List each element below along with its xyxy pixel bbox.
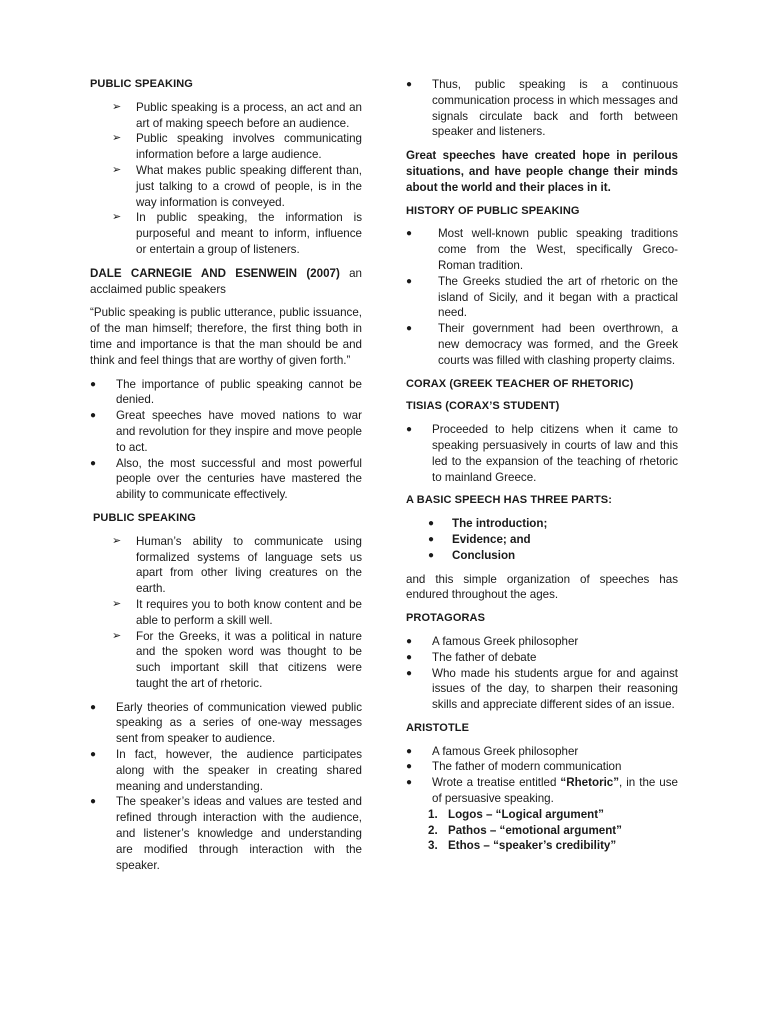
organization-paragraph: and this simple organization of speeches has endured throughout the ages.	[406, 572, 678, 602]
list-item: ● The father of modern communication	[406, 760, 622, 774]
arrow-bullet-icon: ➢	[112, 597, 122, 610]
bullet-icon: ●	[90, 457, 97, 469]
continuous-process-list	[406, 77, 678, 140]
heading-public-speaking-2: PUBLIC SPEAKING	[93, 511, 196, 524]
list-item: ● Also, the most successful and most powerful people over the centuries have mastered the ability to communicate effectively.	[90, 456, 362, 502]
right-column	[406, 77, 678, 862]
bullet-icon: ●	[406, 635, 413, 647]
importance-list	[90, 377, 362, 503]
bullet-icon: ●	[406, 777, 413, 789]
history-list	[406, 226, 678, 368]
left-column	[90, 77, 362, 881]
arrow-bullet-icon: ➢	[112, 629, 122, 642]
bullet-icon: ●	[406, 424, 413, 436]
bullet-icon: ●	[90, 701, 97, 713]
bullet-icon: ●	[428, 533, 435, 545]
definition-list	[90, 100, 362, 258]
list-item: ● The introduction;	[428, 517, 548, 531]
list-item: ➢ Public speaking involves communicating information before a large audience.	[112, 132, 362, 162]
communication-list	[90, 534, 362, 692]
list-item: ➢ For the Greeks, it was a political in nature and the spoken word was thought to be such important skill that citizens were taught the art of rhetoric.	[112, 629, 362, 690]
protagoras-list	[406, 634, 678, 713]
list-item: ● The father of debate	[406, 650, 537, 664]
list-item: ● In fact, however, the audience participates along with the speaker in creating shared meaning and understanding.	[90, 748, 362, 793]
list-item: ● Proceeded to help citizens when it came to speaking persuasively in courts of law and this led to the expansion of the teaching of rhetoric to mainland Greece.	[406, 423, 678, 484]
bullet-icon: ●	[406, 323, 413, 335]
heading-aristotle: ARISTOTLE	[406, 721, 470, 734]
list-item: ➢ In public speaking, the information is purposeful and meant to inform, influence or entertain a group of listeners.	[112, 211, 362, 256]
list-item: ● Thus, public speaking is a continuous communication process in which messages and signals circulate back and forth between speaker and listeners.	[406, 78, 678, 139]
bullet-icon: ●	[406, 79, 413, 90]
list-item: ● The Greeks studied the art of rhetoric on the island of Sicily, and it began with a practical need.	[406, 274, 678, 320]
aristotle-list	[406, 744, 678, 807]
list-item: ➢ Public speaking is a process, an act and an art of making speech before an audience.	[112, 100, 362, 130]
bullet-icon: ●	[406, 651, 413, 663]
bullet-icon: ●	[406, 275, 413, 287]
list-item: ● A famous Greek philosopher	[406, 634, 579, 648]
list-item: ➢ Human’s ability to communicate using formalized systems of language sets us apart from other living creatures on the earth.	[112, 534, 362, 596]
arrow-bullet-icon: ➢	[112, 163, 122, 176]
list-item: ● A famous Greek philosopher	[406, 744, 579, 758]
heading-public-speaking: PUBLIC SPEAKING	[90, 78, 193, 90]
bullet-icon: ●	[428, 518, 435, 530]
bullet-icon: ●	[406, 745, 413, 757]
list-item: ● Their government had been overthrown, a new democracy was formed, and the Greek courts was filled with clashing property claims.	[406, 322, 678, 367]
list-item: ● Most well-known public speaking traditions come from the West, specifically Greco-Roman tradition.	[406, 227, 678, 272]
bullet-icon: ●	[90, 749, 97, 761]
theory-list	[90, 700, 362, 874]
list-item: 2. Pathos – “emotional argument”	[428, 823, 622, 837]
speech-parts-list	[406, 516, 678, 563]
heading-history: HISTORY OF PUBLIC SPEAKING	[406, 204, 580, 217]
bullet-icon: ●	[428, 549, 435, 561]
list-item: ➢ It requires you to both know content and be able to perform a skill well.	[112, 597, 362, 627]
list-item: ● Evidence; and	[428, 532, 531, 546]
bullet-icon: ●	[406, 761, 413, 773]
rhetoric-appeals-list	[406, 807, 678, 854]
carnegie-attribution: DALE CARNEGIE AND ESENWEIN (2007) an acclaimed public speakers	[90, 266, 362, 296]
tisias-list	[406, 422, 678, 485]
list-item: ● Great speeches have moved nations to war and revolution for they inspire and move people to act.	[90, 409, 362, 454]
bullet-icon: ●	[90, 796, 97, 808]
heading-protagoras: PROTAGORAS	[406, 612, 486, 625]
heading-speech-parts: A BASIC SPEECH HAS THREE PARTS:	[406, 494, 613, 507]
bullet-icon: ●	[406, 228, 413, 240]
arrow-bullet-icon: ➢	[112, 100, 122, 113]
carnegie-quote: “Public speaking is public utterance, public issuance, of the man himself; therefore, the first thing both in time and importance is that the man should be and think and feel things that are worthy of given forth.”	[90, 306, 362, 367]
list-item: 1. Logos – “Logical argument”	[428, 807, 604, 821]
list-item: ● Wrote a treatise entitled “Rhetoric”, in the use of persuasive speaking.	[406, 776, 678, 806]
list-item: ➢ What makes public speaking different than, just talking to a crowd of people, is in the way information is conveyed.	[112, 163, 362, 209]
list-item: ● Who made his students argue for and against issues of the day, to sharpen their reasoning skills and appreciate different sides of an issue.	[406, 666, 678, 712]
arrow-bullet-icon: ➢	[112, 132, 122, 145]
great-speeches-paragraph: Great speeches have created hope in perilous situations, and have people change their minds about the world and their places in it.	[406, 149, 678, 194]
bullet-icon: ●	[90, 378, 97, 390]
arrow-bullet-icon: ➢	[112, 534, 122, 547]
list-item: ● The speaker’s ideas and values are tested and refined through interaction with the audience, and listener’s knowledge and understanding are modified through interaction with the speaker.	[90, 795, 362, 872]
list-item: 3. Ethos – “speaker’s credibility”	[428, 839, 617, 853]
heading-corax: CORAX (GREEK TEACHER OF RHETORIC)	[406, 377, 634, 390]
list-item: ● Conclusion	[428, 548, 516, 562]
bullet-icon: ●	[90, 410, 97, 422]
heading-tisias: TISIAS (CORAX’S STUDENT)	[406, 400, 560, 413]
list-item: ● The importance of public speaking cannot be denied.	[90, 377, 362, 407]
arrow-bullet-icon: ➢	[112, 211, 122, 224]
list-item: ● Early theories of communication viewed public speaking as a series of one-way messages sent from speaker to audience.	[90, 700, 362, 746]
bullet-icon: ●	[406, 667, 413, 679]
